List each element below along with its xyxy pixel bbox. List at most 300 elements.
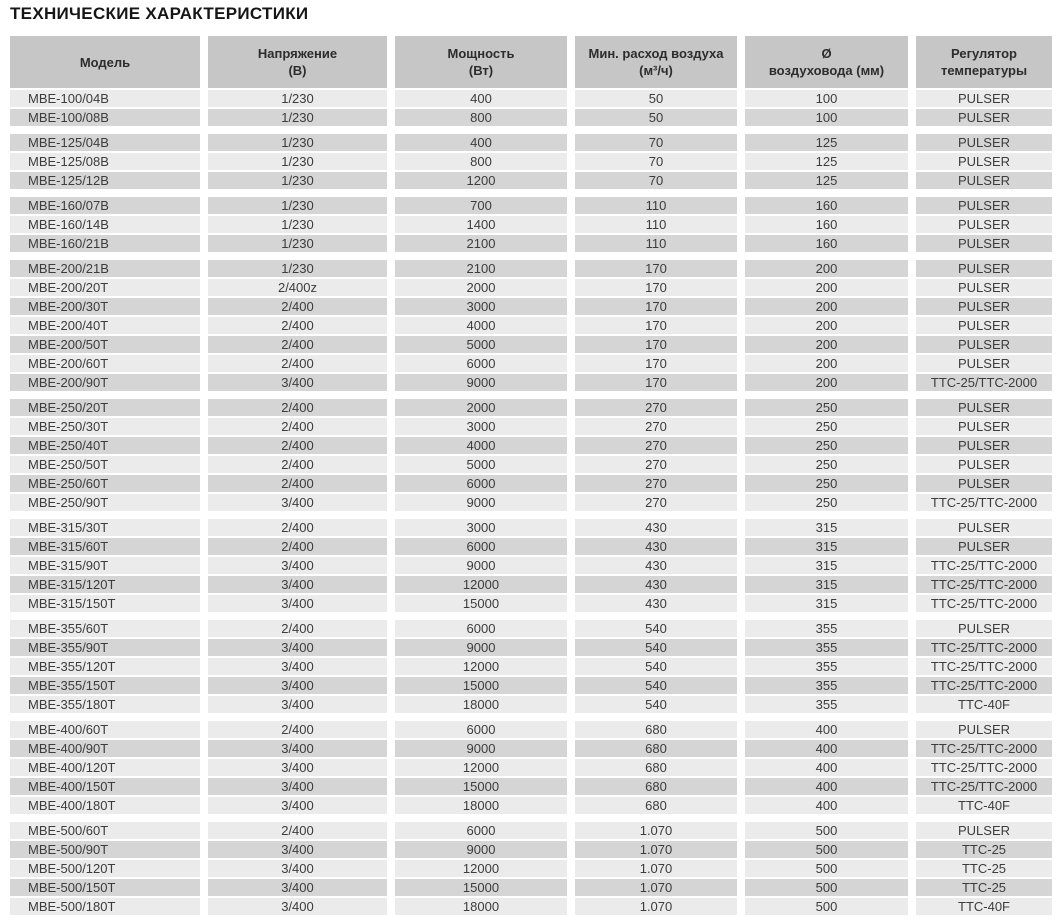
cell-model: MBE-160/07B <box>10 197 200 214</box>
cell-model: MBE-250/90T <box>10 494 200 511</box>
cell-airflow: 540 <box>575 639 737 656</box>
cell-regulator: PULSER <box>916 153 1052 170</box>
header-line: Мин. расход воздуха <box>588 46 724 61</box>
cell-regulator: TTC-25/TTC-2000 <box>916 639 1052 656</box>
cell-voltage: 3/400 <box>208 557 387 574</box>
cell-airflow: 70 <box>575 134 737 151</box>
cell-power: 6000 <box>395 538 567 555</box>
table-row <box>10 778 1052 795</box>
cell-model: MBE-125/04B <box>10 134 200 151</box>
cell-regulator: TTC-25/TTC-2000 <box>916 374 1052 391</box>
table-row <box>10 134 1052 151</box>
cell-model: MBE-160/14B <box>10 216 200 233</box>
cell-voltage: 3/400 <box>208 658 387 675</box>
cell-power: 3000 <box>395 298 567 315</box>
header-line: Модель <box>79 54 131 70</box>
cell-regulator: TTC-25/TTC-2000 <box>916 595 1052 612</box>
cell-diameter: 160 <box>745 216 908 233</box>
cell-model: MBE-500/150T <box>10 879 200 896</box>
table-row <box>10 879 1052 896</box>
cell-regulator: TTC-25 <box>916 879 1052 896</box>
cell-model: MBE-100/08B <box>10 109 200 126</box>
cell-airflow: 270 <box>575 418 737 435</box>
table-header <box>10 36 1052 88</box>
table-row <box>10 298 1052 315</box>
cell-power: 12000 <box>395 860 567 877</box>
cell-power: 6000 <box>395 721 567 738</box>
cell-voltage: 2/400 <box>208 456 387 473</box>
cell-model: MBE-200/30T <box>10 298 200 315</box>
cell-model: MBE-400/60T <box>10 721 200 738</box>
cell-airflow: 270 <box>575 437 737 454</box>
cell-airflow: 540 <box>575 658 737 675</box>
cell-voltage: 1/230 <box>208 216 387 233</box>
cell-regulator: TTC-25/TTC-2000 <box>916 576 1052 593</box>
cell-diameter: 100 <box>745 90 908 107</box>
cell-model: MBE-355/150T <box>10 677 200 694</box>
cell-model: MBE-315/60T <box>10 538 200 555</box>
cell-airflow: 70 <box>575 153 737 170</box>
cell-power: 3000 <box>395 519 567 536</box>
cell-model: MBE-250/20T <box>10 399 200 416</box>
row-group-mbe-400 <box>10 721 1052 814</box>
row-group-mbe-125 <box>10 134 1052 189</box>
cell-regulator: PULSER <box>916 822 1052 839</box>
cell-power: 9000 <box>395 841 567 858</box>
table-body <box>10 90 1052 915</box>
cell-voltage: 2/400 <box>208 317 387 334</box>
cell-regulator: PULSER <box>916 235 1052 252</box>
header-line: (В) <box>288 63 307 78</box>
header-line: Мощность <box>447 46 515 61</box>
cell-voltage: 1/230 <box>208 172 387 189</box>
cell-power: 15000 <box>395 879 567 896</box>
cell-model: MBE-200/50T <box>10 336 200 353</box>
cell-voltage: 3/400 <box>208 374 387 391</box>
table-row <box>10 677 1052 694</box>
cell-model: MBE-315/30T <box>10 519 200 536</box>
cell-diameter: 500 <box>745 841 908 858</box>
cell-model: MBE-400/180T <box>10 797 200 814</box>
cell-diameter: 355 <box>745 658 908 675</box>
cell-power: 6000 <box>395 475 567 492</box>
cell-regulator: PULSER <box>916 298 1052 315</box>
cell-model: MBE-400/120T <box>10 759 200 776</box>
cell-regulator: PULSER <box>916 721 1052 738</box>
cell-voltage: 2/400 <box>208 418 387 435</box>
table-row <box>10 639 1052 656</box>
cell-regulator: TTC-40F <box>916 797 1052 814</box>
cell-power: 2000 <box>395 279 567 296</box>
table-row <box>10 456 1052 473</box>
cell-airflow: 70 <box>575 172 737 189</box>
cell-airflow: 110 <box>575 197 737 214</box>
row-group-mbe-500 <box>10 822 1052 915</box>
cell-power: 1400 <box>395 216 567 233</box>
cell-airflow: 270 <box>575 475 737 492</box>
cell-voltage: 3/400 <box>208 576 387 593</box>
cell-model: MBE-160/21B <box>10 235 200 252</box>
cell-voltage: 2/400 <box>208 336 387 353</box>
cell-diameter: 200 <box>745 298 908 315</box>
table-row <box>10 519 1052 536</box>
table-row <box>10 109 1052 126</box>
cell-diameter: 315 <box>745 595 908 612</box>
table-row <box>10 721 1052 738</box>
cell-regulator: PULSER <box>916 475 1052 492</box>
cell-power: 9000 <box>395 740 567 757</box>
cell-regulator: TTC-25/TTC-2000 <box>916 677 1052 694</box>
cell-regulator: PULSER <box>916 437 1052 454</box>
cell-voltage: 2/400 <box>208 298 387 315</box>
cell-diameter: 500 <box>745 822 908 839</box>
cell-diameter: 355 <box>745 620 908 637</box>
cell-voltage: 3/400 <box>208 898 387 915</box>
cell-voltage: 1/230 <box>208 235 387 252</box>
cell-power: 1200 <box>395 172 567 189</box>
cell-diameter: 125 <box>745 153 908 170</box>
cell-model: MBE-200/20T <box>10 279 200 296</box>
cell-voltage: 2/400 <box>208 620 387 637</box>
cell-regulator: PULSER <box>916 519 1052 536</box>
page-title: ТЕХНИЧЕСКИЕ ХАРАКТЕРИСТИКИ <box>10 4 309 23</box>
cell-voltage: 1/230 <box>208 90 387 107</box>
header-line: воздуховода (мм) <box>768 63 885 78</box>
cell-diameter: 355 <box>745 639 908 656</box>
cell-airflow: 680 <box>575 721 737 738</box>
cell-regulator: PULSER <box>916 538 1052 555</box>
cell-regulator: PULSER <box>916 172 1052 189</box>
table-row <box>10 172 1052 189</box>
cell-diameter: 160 <box>745 197 908 214</box>
cell-airflow: 540 <box>575 677 737 694</box>
table-row <box>10 260 1052 277</box>
cell-model: MBE-125/08B <box>10 153 200 170</box>
table-row <box>10 841 1052 858</box>
cell-power: 15000 <box>395 595 567 612</box>
cell-airflow: 110 <box>575 235 737 252</box>
table-row <box>10 355 1052 372</box>
cell-model: MBE-355/90T <box>10 639 200 656</box>
table-row <box>10 336 1052 353</box>
cell-diameter: 400 <box>745 778 908 795</box>
cell-voltage: 2/400 <box>208 519 387 536</box>
cell-voltage: 3/400 <box>208 778 387 795</box>
cell-voltage: 1/230 <box>208 197 387 214</box>
cell-regulator: TTC-25/TTC-2000 <box>916 740 1052 757</box>
cell-model: MBE-200/60T <box>10 355 200 372</box>
table-row <box>10 235 1052 252</box>
cell-regulator: TTC-25/TTC-2000 <box>916 778 1052 795</box>
table-row <box>10 740 1052 757</box>
cell-regulator: PULSER <box>916 317 1052 334</box>
cell-voltage: 3/400 <box>208 841 387 858</box>
cell-regulator: PULSER <box>916 134 1052 151</box>
cell-diameter: 250 <box>745 437 908 454</box>
cell-diameter: 355 <box>745 696 908 713</box>
cell-power: 2000 <box>395 399 567 416</box>
cell-voltage: 1/230 <box>208 153 387 170</box>
cell-power: 9000 <box>395 374 567 391</box>
cell-diameter: 125 <box>745 134 908 151</box>
cell-power: 6000 <box>395 822 567 839</box>
cell-airflow: 1.070 <box>575 860 737 877</box>
header-cell-power <box>395 36 567 88</box>
table-row <box>10 317 1052 334</box>
table-row <box>10 538 1052 555</box>
header-line: температуры <box>940 63 1028 78</box>
table-row <box>10 696 1052 713</box>
cell-diameter: 250 <box>745 494 908 511</box>
cell-diameter: 200 <box>745 260 908 277</box>
cell-power: 9000 <box>395 639 567 656</box>
header-line: (м³/ч) <box>639 63 673 78</box>
cell-model: MBE-355/120T <box>10 658 200 675</box>
cell-power: 12000 <box>395 576 567 593</box>
cell-voltage: 2/400 <box>208 475 387 492</box>
cell-voltage: 3/400 <box>208 639 387 656</box>
cell-voltage: 2/400 <box>208 437 387 454</box>
header-line: Ø <box>821 46 832 61</box>
cell-regulator: TTC-25/TTC-2000 <box>916 759 1052 776</box>
table-row <box>10 475 1052 492</box>
cell-airflow: 50 <box>575 90 737 107</box>
cell-diameter: 400 <box>745 721 908 738</box>
cell-power: 18000 <box>395 797 567 814</box>
cell-voltage: 3/400 <box>208 696 387 713</box>
cell-regulator: TTC-25 <box>916 860 1052 877</box>
cell-airflow: 1.070 <box>575 841 737 858</box>
cell-regulator: TTC-25/TTC-2000 <box>916 658 1052 675</box>
row-group-mbe-200 <box>10 260 1052 391</box>
cell-power: 400 <box>395 90 567 107</box>
header-line: Регулятор <box>951 46 1017 61</box>
cell-power: 800 <box>395 109 567 126</box>
cell-voltage: 1/230 <box>208 109 387 126</box>
cell-airflow: 110 <box>575 216 737 233</box>
table-row <box>10 437 1052 454</box>
header-cell-regulator <box>916 36 1052 88</box>
table-row <box>10 216 1052 233</box>
row-group-mbe-250 <box>10 399 1052 511</box>
cell-airflow: 170 <box>575 298 737 315</box>
cell-airflow: 1.070 <box>575 822 737 839</box>
cell-voltage: 2/400z <box>208 279 387 296</box>
cell-model: MBE-125/12B <box>10 172 200 189</box>
cell-diameter: 125 <box>745 172 908 189</box>
cell-model: MBE-400/150T <box>10 778 200 795</box>
cell-power: 9000 <box>395 557 567 574</box>
cell-diameter: 315 <box>745 519 908 536</box>
cell-regulator: PULSER <box>916 109 1052 126</box>
cell-airflow: 680 <box>575 740 737 757</box>
cell-airflow: 540 <box>575 696 737 713</box>
cell-model: MBE-250/50T <box>10 456 200 473</box>
cell-power: 4000 <box>395 437 567 454</box>
cell-power: 700 <box>395 197 567 214</box>
cell-regulator: PULSER <box>916 620 1052 637</box>
table-row <box>10 576 1052 593</box>
cell-diameter: 500 <box>745 898 908 915</box>
cell-power: 6000 <box>395 620 567 637</box>
cell-regulator: PULSER <box>916 355 1052 372</box>
cell-diameter: 200 <box>745 355 908 372</box>
cell-diameter: 200 <box>745 336 908 353</box>
cell-model: MBE-315/90T <box>10 557 200 574</box>
spec-table <box>10 36 1052 915</box>
cell-airflow: 170 <box>575 279 737 296</box>
cell-regulator: TTC-40F <box>916 696 1052 713</box>
table-row <box>10 658 1052 675</box>
cell-voltage: 3/400 <box>208 595 387 612</box>
cell-model: MBE-500/90T <box>10 841 200 858</box>
cell-power: 5000 <box>395 336 567 353</box>
cell-diameter: 200 <box>745 279 908 296</box>
cell-model: MBE-200/21B <box>10 260 200 277</box>
table-row <box>10 374 1052 391</box>
table-row <box>10 90 1052 107</box>
cell-diameter: 100 <box>745 109 908 126</box>
cell-diameter: 250 <box>745 456 908 473</box>
cell-voltage: 2/400 <box>208 822 387 839</box>
cell-model: MBE-315/150T <box>10 595 200 612</box>
row-group-mbe-100 <box>10 90 1052 126</box>
cell-voltage: 2/400 <box>208 355 387 372</box>
cell-voltage: 1/230 <box>208 134 387 151</box>
row-group-mbe-315 <box>10 519 1052 612</box>
cell-airflow: 680 <box>575 759 737 776</box>
row-group-mbe-160 <box>10 197 1052 252</box>
cell-voltage: 3/400 <box>208 740 387 757</box>
cell-airflow: 170 <box>575 374 737 391</box>
cell-regulator: PULSER <box>916 456 1052 473</box>
cell-regulator: PULSER <box>916 260 1052 277</box>
cell-model: MBE-315/120T <box>10 576 200 593</box>
cell-diameter: 250 <box>745 399 908 416</box>
table-row <box>10 153 1052 170</box>
table-row <box>10 759 1052 776</box>
table-row <box>10 822 1052 839</box>
cell-diameter: 160 <box>745 235 908 252</box>
cell-voltage: 2/400 <box>208 399 387 416</box>
cell-power: 6000 <box>395 355 567 372</box>
cell-regulator: TTC-25/TTC-2000 <box>916 557 1052 574</box>
cell-airflow: 50 <box>575 109 737 126</box>
cell-power: 15000 <box>395 778 567 795</box>
cell-airflow: 270 <box>575 399 737 416</box>
cell-voltage: 1/230 <box>208 260 387 277</box>
cell-diameter: 355 <box>745 677 908 694</box>
header-cell-voltage <box>208 36 387 88</box>
cell-diameter: 500 <box>745 860 908 877</box>
table-row <box>10 898 1052 915</box>
cell-model: MBE-200/40T <box>10 317 200 334</box>
table-row <box>10 860 1052 877</box>
cell-power: 18000 <box>395 898 567 915</box>
cell-airflow: 170 <box>575 336 737 353</box>
cell-airflow: 270 <box>575 494 737 511</box>
cell-power: 15000 <box>395 677 567 694</box>
cell-airflow: 1.070 <box>575 898 737 915</box>
cell-power: 3000 <box>395 418 567 435</box>
cell-regulator: TTC-40F <box>916 898 1052 915</box>
cell-regulator: PULSER <box>916 197 1052 214</box>
cell-diameter: 500 <box>745 879 908 896</box>
cell-airflow: 430 <box>575 557 737 574</box>
cell-power: 2100 <box>395 235 567 252</box>
cell-diameter: 315 <box>745 576 908 593</box>
cell-regulator: PULSER <box>916 90 1052 107</box>
table-row <box>10 494 1052 511</box>
cell-airflow: 170 <box>575 355 737 372</box>
cell-power: 12000 <box>395 658 567 675</box>
cell-model: MBE-200/90T <box>10 374 200 391</box>
cell-regulator: PULSER <box>916 399 1052 416</box>
cell-diameter: 200 <box>745 317 908 334</box>
cell-power: 400 <box>395 134 567 151</box>
cell-regulator: TTC-25/TTC-2000 <box>916 494 1052 511</box>
cell-airflow: 430 <box>575 595 737 612</box>
cell-airflow: 680 <box>575 797 737 814</box>
table-row <box>10 797 1052 814</box>
cell-model: MBE-500/120T <box>10 860 200 877</box>
cell-power: 12000 <box>395 759 567 776</box>
cell-model: MBE-500/60T <box>10 822 200 839</box>
cell-airflow: 1.070 <box>575 879 737 896</box>
cell-model: MBE-250/40T <box>10 437 200 454</box>
cell-voltage: 3/400 <box>208 879 387 896</box>
cell-airflow: 430 <box>575 519 737 536</box>
header-line: (Вт) <box>468 63 494 78</box>
cell-voltage: 3/400 <box>208 860 387 877</box>
cell-diameter: 315 <box>745 538 908 555</box>
cell-airflow: 430 <box>575 538 737 555</box>
cell-regulator: PULSER <box>916 216 1052 233</box>
cell-model: MBE-100/04B <box>10 90 200 107</box>
cell-voltage: 2/400 <box>208 538 387 555</box>
cell-power: 5000 <box>395 456 567 473</box>
cell-voltage: 3/400 <box>208 494 387 511</box>
cell-airflow: 680 <box>575 778 737 795</box>
cell-regulator: TTC-25 <box>916 841 1052 858</box>
cell-diameter: 400 <box>745 759 908 776</box>
header-cell-model <box>10 36 200 88</box>
cell-voltage: 3/400 <box>208 759 387 776</box>
cell-power: 18000 <box>395 696 567 713</box>
table-row <box>10 418 1052 435</box>
cell-power: 9000 <box>395 494 567 511</box>
table-row <box>10 399 1052 416</box>
cell-airflow: 540 <box>575 620 737 637</box>
cell-model: MBE-250/60T <box>10 475 200 492</box>
table-row <box>10 197 1052 214</box>
cell-power: 4000 <box>395 317 567 334</box>
cell-regulator: PULSER <box>916 418 1052 435</box>
cell-voltage: 2/400 <box>208 721 387 738</box>
table-row <box>10 595 1052 612</box>
cell-diameter: 250 <box>745 475 908 492</box>
table-row <box>10 557 1052 574</box>
cell-airflow: 170 <box>575 317 737 334</box>
cell-diameter: 200 <box>745 374 908 391</box>
cell-regulator: PULSER <box>916 279 1052 296</box>
header-cell-diameter <box>745 36 908 88</box>
cell-diameter: 250 <box>745 418 908 435</box>
cell-power: 2100 <box>395 260 567 277</box>
cell-voltage: 3/400 <box>208 677 387 694</box>
cell-model: MBE-250/30T <box>10 418 200 435</box>
cell-regulator: PULSER <box>916 336 1052 353</box>
